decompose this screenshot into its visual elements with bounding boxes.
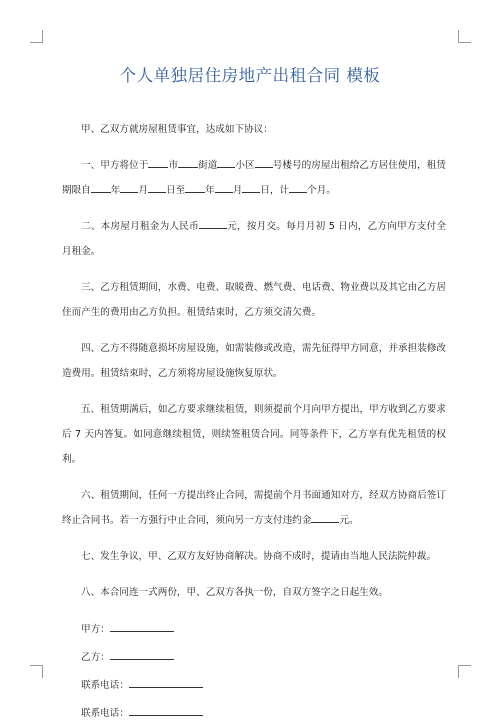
- text-segment: 市: [168, 160, 179, 171]
- text-segment: 街道: [198, 160, 218, 171]
- blank-city[interactable]: [148, 158, 168, 168]
- contract-body: [62, 117, 446, 728]
- paragraph-7: 七、发生争议，甲、乙双方友好协商解决。协商不成时，提请由当地人民法院仲裁。: [81, 551, 436, 562]
- signature-party-a: [62, 616, 446, 644]
- contact-label: 联系电话：: [81, 680, 129, 691]
- contact-label: 联系电话：: [81, 708, 129, 719]
- text-segment: 个月。: [307, 185, 336, 196]
- paragraph-6: [62, 483, 446, 533]
- blank-party-a-signature[interactable]: [110, 622, 174, 632]
- crop-mark-bottom-left: [30, 665, 43, 678]
- text-segment: 二、本房屋月租金为人民币: [81, 221, 199, 232]
- crop-mark-top-left: [30, 30, 43, 43]
- blank-end-year[interactable]: [185, 183, 205, 193]
- paragraph-3: 三、乙方租赁期间，水费、电费、取暖费、燃气费、电话费、物业费以及其它由乙方居住而产生的费用由乙方负担。租赁结束时，乙方须交清欠费。: [62, 282, 446, 318]
- paragraph-8: 八、本合同连一式两份，甲、乙双方各执一份，自双方签字之日起生效。: [81, 587, 388, 598]
- text-segment: 号楼号的房屋出租给乙方居住使用，租赁期限自: [62, 160, 447, 196]
- blank-penalty-amount[interactable]: [311, 513, 339, 523]
- paragraph-2: [62, 214, 446, 264]
- text-segment: 月: [232, 185, 243, 196]
- blank-street[interactable]: [178, 158, 198, 168]
- blank-start-year[interactable]: [91, 183, 111, 193]
- text-segment: 六、租赁期间，任何一方提出终止合同，需提前个月书面通知对方，经双方协商后签订终止合同书。若一方强行中止合同，须向另一方支付违约金: [62, 490, 446, 526]
- text-segment: 日至: [165, 185, 186, 196]
- text-segment: 日，计: [260, 185, 290, 196]
- text-segment: 小区: [235, 160, 255, 171]
- text-segment: 元，按月交。每月月初 5 日内，乙方向甲方支付全月租金。: [62, 221, 446, 257]
- blank-start-month[interactable]: [120, 183, 138, 193]
- text-segment: 一、甲方将位于: [81, 160, 149, 171]
- contact-phone-2: [62, 700, 446, 728]
- blank-community[interactable]: [217, 158, 235, 168]
- blank-contact-phone-2[interactable]: [129, 706, 203, 716]
- blank-months[interactable]: [289, 183, 307, 193]
- signature-party-b: [62, 644, 446, 672]
- contact-phone-1: [62, 672, 446, 700]
- text-segment: 元。: [339, 515, 359, 526]
- paragraph-intro: 甲、乙双方就房屋租赁事宜，达成如下协议：: [81, 124, 273, 135]
- text-segment: 年: [110, 185, 121, 196]
- paragraph-4: 四、乙方不得随意损坏房屋设施，如需装修或改造，需先征得甲方同意，并承担装修改造费用。租赁结束时，乙方须将房屋设施恢复原状。: [62, 343, 446, 379]
- blank-start-day[interactable]: [148, 183, 166, 193]
- blank-rent-amount[interactable]: [199, 219, 227, 229]
- blank-end-month[interactable]: [215, 183, 233, 193]
- blank-party-b-signature[interactable]: [110, 650, 174, 660]
- crop-mark-bottom-right: [458, 665, 471, 678]
- paragraph-5: 五、租赁期满后，如乙方要求继续租赁，则须提前个月向甲方提出，甲方收到乙方要求后 7 天内答复。如同意继续租赁，则续签租赁合同。同等条件下，乙方享有优先租赁的权利。: [62, 404, 446, 465]
- signature-label: 甲方：: [81, 624, 110, 635]
- blank-contact-phone-1[interactable]: [129, 678, 203, 688]
- document-title: 个人单独居住房地产出租合同 模板: [119, 66, 381, 85]
- signature-label: 乙方：: [81, 652, 110, 663]
- crop-mark-top-right: [458, 30, 471, 43]
- text-segment: 年: [205, 185, 215, 196]
- blank-end-day[interactable]: [242, 183, 260, 193]
- paragraph-1: [62, 153, 446, 203]
- text-segment: 月: [138, 185, 148, 196]
- blank-building[interactable]: [255, 158, 273, 168]
